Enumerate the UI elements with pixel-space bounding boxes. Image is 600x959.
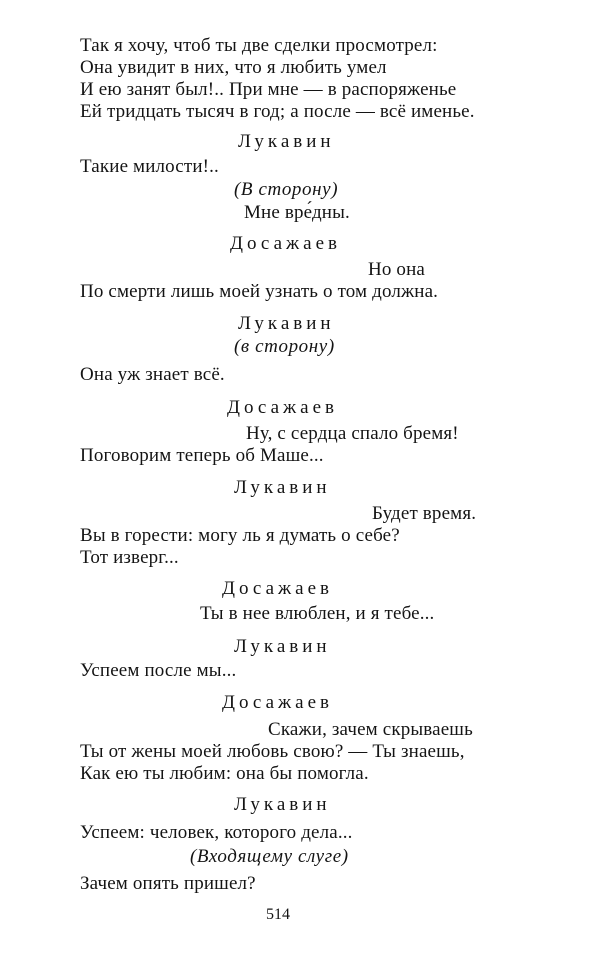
speaker-name: Лукавин xyxy=(238,313,335,334)
verse-line: Как ею ты любим: она бы помогла. xyxy=(80,763,369,784)
speaker-name: Лукавин xyxy=(234,477,331,498)
stage-direction: (В сторону) xyxy=(234,179,339,200)
verse-line: Мне вре́дны. xyxy=(244,202,350,223)
verse-line: Такие милости!.. xyxy=(80,156,219,177)
verse-line: И ею занят был!.. При мне — в распоряженье xyxy=(80,79,457,100)
page-number: 514 xyxy=(266,906,290,923)
stage-direction: (в сторону) xyxy=(234,336,335,357)
verse-line: Тот изверг... xyxy=(80,547,179,568)
verse-line: Ну, с сердца спало бремя! xyxy=(246,423,459,444)
verse-line: Ты в нее влюблен, и я тебе... xyxy=(200,603,435,624)
speaker-name: Досажаев xyxy=(230,233,341,254)
speaker-name: Досажаев xyxy=(227,397,338,418)
verse-line: Так я хочу, чтоб ты две сделки просмотрел: xyxy=(80,35,438,56)
verse-line: По смерти лишь моей узнать о том должна. xyxy=(80,281,439,302)
verse-line: Но она xyxy=(368,259,425,280)
verse-line: Ей тридцать тысяч в год; а после — всё именье. xyxy=(80,101,475,122)
verse-line: Поговорим теперь об Маше... xyxy=(80,445,324,466)
speaker-name: Лукавин xyxy=(234,794,331,815)
speaker-name: Досажаев xyxy=(222,578,333,599)
verse-line: Скажи, зачем скрываешь xyxy=(268,719,473,740)
verse-line: Успеем после мы... xyxy=(80,660,237,681)
stage-direction: (Входящему слуге) xyxy=(190,846,349,867)
speaker-name: Досажаев xyxy=(222,692,333,713)
verse-line: Она уж знает всё. xyxy=(80,364,225,385)
verse-line: Успеем: человек, которого дела... xyxy=(80,822,353,843)
verse-line: Будет время. xyxy=(372,503,477,524)
speaker-name: Лукавин xyxy=(234,636,331,657)
verse-line: Вы в горести: могу ль я думать о себе? xyxy=(80,525,400,546)
verse-line: Зачем опять пришел? xyxy=(80,873,256,894)
verse-line: Она увидит в них, что я любить умел xyxy=(80,57,387,78)
verse-line: Ты от жены моей любовь свою? — Ты знаешь, xyxy=(80,741,465,762)
speaker-name: Лукавин xyxy=(238,131,335,152)
